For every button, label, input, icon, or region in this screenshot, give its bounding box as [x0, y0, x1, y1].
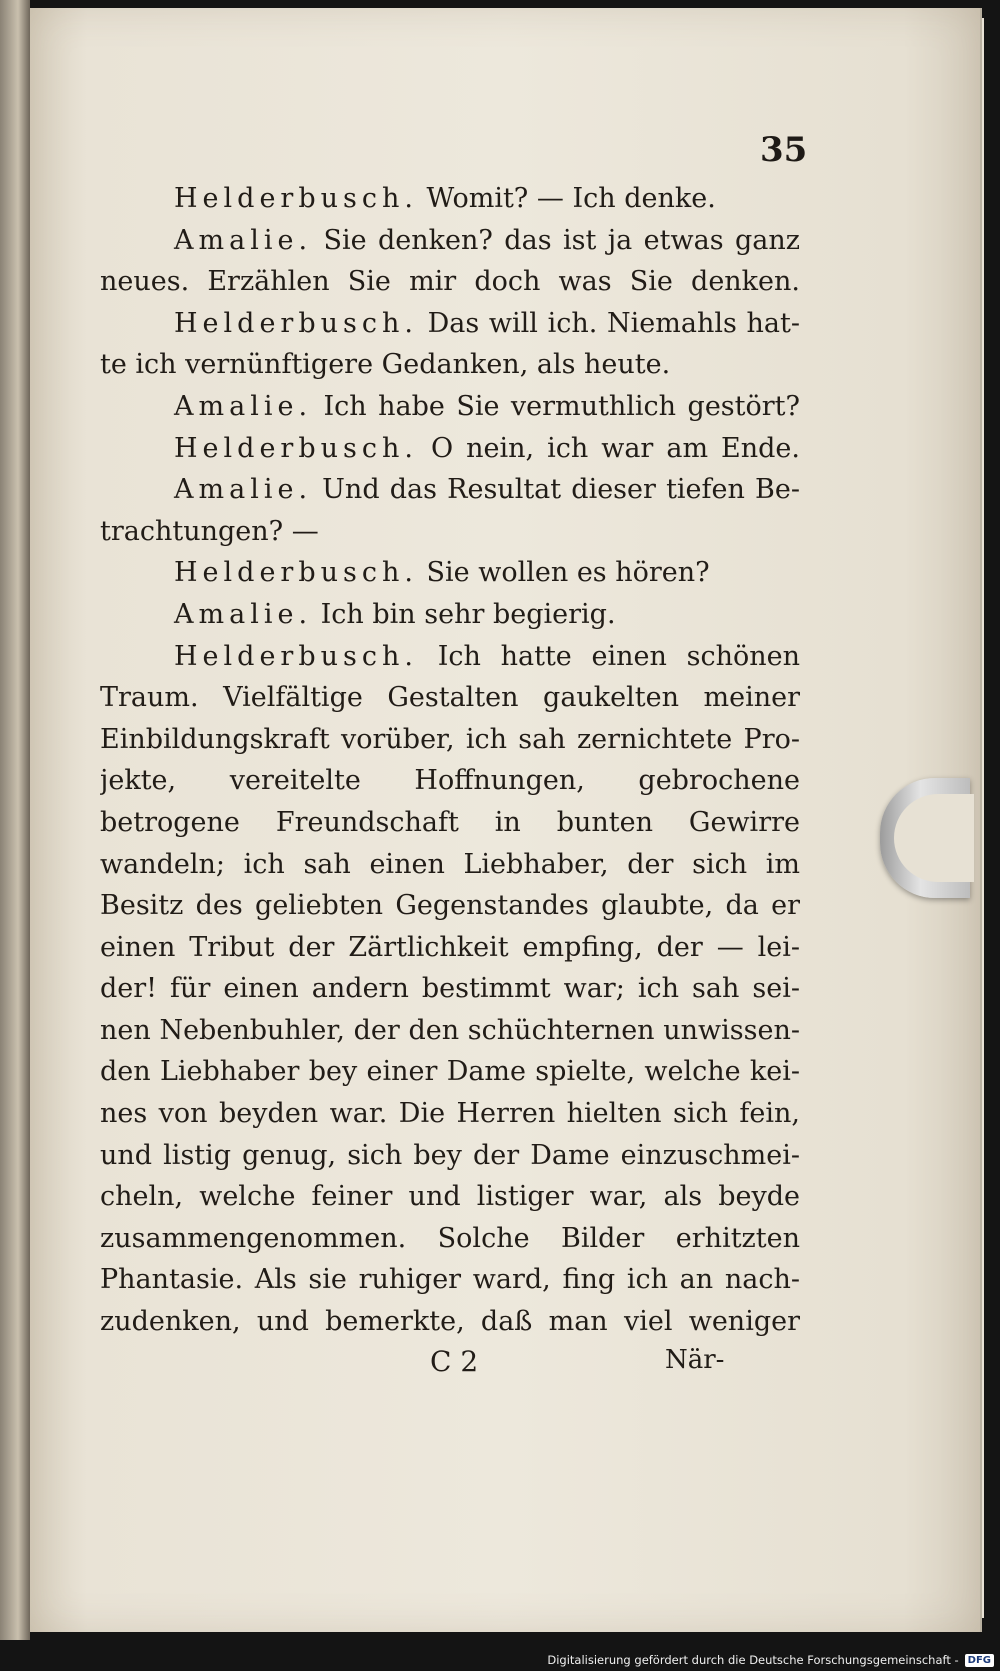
text-line	[100, 1051, 800, 1093]
speaker-name: Amalie.	[174, 390, 313, 422]
text-line	[100, 469, 800, 511]
text-line	[100, 178, 800, 220]
line-text: der! für einen andern bestimmt war; ich sah sei-	[100, 973, 800, 1005]
text-line	[100, 1218, 800, 1260]
page-clip	[880, 778, 970, 898]
line-text: Das will ich. Niemahls hat-	[417, 307, 800, 339]
text-line	[100, 677, 800, 719]
text-line	[100, 968, 800, 1010]
line-text: Womit? — Ich denke.	[417, 183, 716, 214]
line-text: einen Tribut der Zärtlichkeit empfing, der — lei-	[100, 931, 800, 963]
line-text: Ich habe Sie vermuthlich gestört?	[312, 390, 800, 422]
text-line	[100, 802, 800, 844]
line-text: betrogene Freundschaft in bunten Gewirre	[100, 806, 800, 838]
text-line	[100, 636, 800, 678]
text-line	[100, 303, 800, 345]
speaker-name: Helderbusch.	[174, 307, 418, 339]
line-text: zusammengenommen. Solche Bilder erhitzten	[100, 1222, 800, 1254]
text-line	[100, 1135, 800, 1177]
line-text: cheln, welche feiner und listiger war, als beyde	[100, 1181, 800, 1213]
line-text: jekte, vereitelte Hoffnungen, gebrochene	[100, 765, 800, 797]
text-line	[100, 760, 800, 802]
line-text: Sie wollen es hören?	[417, 557, 710, 589]
dfg-logo-icon: DFG	[965, 1654, 994, 1667]
line-text: und listig genug, sich bey der Dame einzuschmei-	[100, 1139, 800, 1171]
line-text: Traum. Vielfältige Gestalten gaukelten meiner	[100, 682, 800, 714]
signature-mark: C 2	[430, 1344, 479, 1378]
line-text: nes von beyden war. Die Herren hielten sich fein,	[100, 1098, 800, 1130]
text-line	[100, 386, 800, 428]
text-line	[100, 511, 800, 553]
speaker-name: Helderbusch.	[174, 557, 418, 589]
text-line	[100, 1301, 800, 1343]
line-text: Besitz des geliebten Gegenstandes glaubte, da er	[100, 890, 800, 922]
speaker-name: Helderbusch.	[174, 183, 418, 214]
text-line	[100, 552, 800, 594]
line-text: Sie denken? das ist ja etwas ganz	[312, 224, 800, 256]
line-text: Ich hatte einen schönen	[417, 640, 800, 672]
speaker-name: Helderbusch.	[174, 432, 418, 464]
text-line	[100, 1176, 800, 1218]
text-line	[100, 927, 800, 969]
line-text: nen Nebenbuhler, der den schüchternen unwissen-	[100, 1014, 800, 1046]
text-line	[100, 220, 800, 262]
line-text: Phantasie. Als sie ruhiger ward, fing ich an nach-	[100, 1264, 800, 1296]
text-line	[100, 1259, 800, 1301]
line-text: Und das Resultat dieser tiefen Be-	[312, 474, 800, 506]
speaker-name: Amalie.	[174, 474, 313, 506]
text-line	[100, 719, 800, 761]
text-line	[100, 844, 800, 886]
line-text: neues. Erzählen Sie mir doch was Sie denken.	[100, 266, 800, 298]
text-line	[100, 261, 800, 303]
line-text: zudenken, und bemerkte, daß man viel weniger	[100, 1306, 800, 1338]
speaker-name: Helderbusch.	[174, 640, 418, 672]
line-text: wandeln; ich sah einen Liebhaber, der sich im	[100, 848, 800, 880]
text-line	[100, 594, 800, 636]
page-number: 35	[760, 130, 808, 170]
text-line	[100, 344, 800, 386]
line-text: trachtungen? —	[100, 515, 319, 547]
line-text: Ich bin sehr begierig.	[312, 598, 616, 630]
speaker-name: Amalie.	[174, 224, 313, 256]
speaker-name: Amalie.	[174, 598, 313, 630]
line-text: den Liebhaber bey einer Dame spielte, welche kei-	[100, 1056, 800, 1088]
line-text: te ich vernünftigere Gedanken, als heute.	[100, 349, 671, 381]
line-text: Einbildungskraft vorüber, ich sah zernichtete Pro-	[100, 723, 800, 755]
page-footer	[100, 1345, 800, 1395]
page-text	[100, 178, 800, 1395]
left-page-edge	[0, 0, 30, 1640]
text-line	[100, 428, 800, 470]
line-text: O nein, ich war am Ende.	[417, 432, 800, 464]
digitization-credit	[541, 1649, 1000, 1671]
catchword: När-	[665, 1344, 725, 1375]
text-line	[100, 1093, 800, 1135]
text-line	[100, 1010, 800, 1052]
text-line	[100, 885, 800, 927]
credit-text: Digitalisierung gefördert durch die Deutsche Forschungsgemeinschaft -	[547, 1653, 959, 1667]
